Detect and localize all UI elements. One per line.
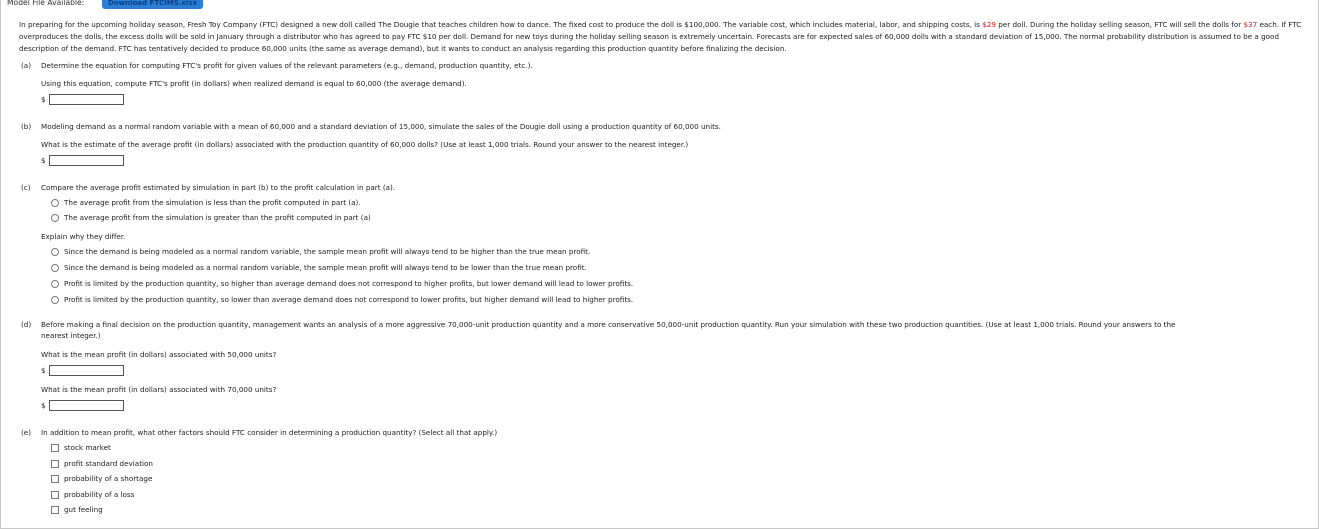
part-e-option-gut-feeling[interactable] <box>51 505 103 514</box>
option-label: profit standard deviation <box>64 459 153 468</box>
part-e-option-loss-probability[interactable] <box>51 490 134 499</box>
part-d-50k-profit-input[interactable] <box>49 365 124 376</box>
option-label: Since the demand is being modeled as a normal random variable, the sample mean profit will always tend to be higher than the true mean profit. <box>64 247 591 256</box>
part-c-label: (c) <box>21 183 31 192</box>
option-label: The average profit from the simulation is less than the profit computed in part (a). <box>64 198 361 207</box>
part-c-option-less[interactable] <box>51 198 361 207</box>
option-label: Since the demand is being modeled as a normal random variable, the sample mean profit will always tend to be lower than the true mean profit. <box>64 263 587 272</box>
model-file-bar <box>0 0 1319 10</box>
radio-button[interactable] <box>51 199 59 207</box>
frame-left-border <box>0 0 1 529</box>
option-label: The average profit from the simulation is greater than the profit computed in part (a) <box>64 213 371 222</box>
part-d-label: (d) <box>21 320 32 329</box>
radio-button[interactable] <box>51 248 59 256</box>
part-c-explain-option-2[interactable] <box>51 263 587 272</box>
part-d-question-70k: What is the mean profit (in dollars) associated with 70,000 units? <box>41 385 277 394</box>
part-a-label: (a) <box>21 61 32 70</box>
option-label: Profit is limited by the production quantity, so lower than average demand does not correspond to lower profits, but higher demand will lead to higher profits. <box>64 295 634 304</box>
option-label: gut feeling <box>64 505 103 514</box>
part-b-average-profit-input[interactable] <box>49 155 124 166</box>
part-e-question: In addition to mean profit, what other factors should FTC consider in determining a production quantity? (Select all that apply.) <box>41 428 498 437</box>
part-d-question-line-1: Before making a final decision on the production quantity, management wants an analysis of a more aggressive 70,000-unit production quantity and a more conservative 50,000-unit production quantity. Run your simulation with these two production quantities. (Use at least 1,000 trials. Round your answers to the <box>41 320 1176 329</box>
radio-button[interactable] <box>51 280 59 288</box>
intro-text-3: each. If FTC overproduces the dolls, the excess dolls will be sold in January through a distributor who has agreed to pay FTC $10 per doll. Demand for new toys during the holiday selling season is extremely uncertain. Forecasts are for expected sales of 60,000 dolls with a standard deviation of 15,000. The normal probability distribution is assumed to be a good description of the demand. FTC has tentatively decided to produce 60,000 units (the same as average demand), but it wants to conduct an analysis regarding this production quantity before finalizing the decision. <box>19 20 1302 53</box>
part-e-label: (e) <box>21 428 32 437</box>
part-c-option-greater[interactable] <box>51 213 371 222</box>
part-a-dollar-sign: $ <box>41 95 46 104</box>
model-file-label: Model File Available: <box>7 0 85 7</box>
checkbox[interactable] <box>51 460 59 468</box>
part-d-question-line-2: nearest integer.) <box>41 331 101 340</box>
part-b-label: (b) <box>21 122 32 131</box>
part-c-question: Compare the average profit estimated by simulation in part (b) to the profit calculation in part (a). <box>41 183 396 192</box>
checkbox[interactable] <box>51 444 59 452</box>
part-d-70k-profit-input[interactable] <box>49 400 124 411</box>
option-label: probability of a shortage <box>64 474 153 483</box>
part-b-dollar-sign: $ <box>41 156 46 165</box>
part-a-profit-input[interactable] <box>49 94 124 105</box>
problem-intro <box>19 19 1309 54</box>
checkbox[interactable] <box>51 475 59 483</box>
part-c-explain-option-3[interactable] <box>51 279 633 288</box>
part-c-explain-label: Explain why they differ. <box>41 232 126 241</box>
part-a-subquestion: Using this equation, compute FTC's profit (in dollars) when realized demand is equal to 60,000 (the average demand). <box>41 79 467 88</box>
radio-button[interactable] <box>51 264 59 272</box>
checkbox[interactable] <box>51 491 59 499</box>
download-file-button[interactable]: Download FTCIMS.xlsx <box>102 0 203 9</box>
part-b-subquestion: What is the estimate of the average profit (in dollars) associated with the production quantity of 60,000 dolls? (Use at least 1,000 trials. Round your answer to the nearest integer.) <box>41 140 689 149</box>
option-label: stock market <box>64 443 111 452</box>
part-d-question-50k: What is the mean profit (in dollars) associated with 50,000 units? <box>41 350 277 359</box>
part-a-question: Determine the equation for computing FTC's profit for given values of the relevant parameters (e.g., demand, production quantity, etc.). <box>41 61 533 70</box>
part-d-50k-dollar-sign: $ <box>41 366 46 375</box>
part-c-explain-option-1[interactable] <box>51 247 590 256</box>
variable-cost-value: $29 <box>982 20 996 29</box>
radio-button[interactable] <box>51 214 59 222</box>
option-label: probability of a loss <box>64 490 135 499</box>
intro-text-2: per doll. During the holiday selling season, FTC will sell the dolls for <box>995 20 1244 29</box>
intro-text-1: In preparing for the upcoming holiday season, Fresh Toy Company (FTC) designed a new doll called The Dougie that teaches children how to dance. The fixed cost to produce the doll is $100,000. The variable cost, which includes material, labor, and shipping costs, is <box>19 20 983 29</box>
part-d-70k-dollar-sign: $ <box>41 401 46 410</box>
checkbox[interactable] <box>51 506 59 514</box>
selling-price-value: $37 <box>1243 20 1258 29</box>
part-c-explain-option-4[interactable] <box>51 295 633 304</box>
part-e-option-shortage-probability[interactable] <box>51 474 152 483</box>
part-e-option-stock-market[interactable] <box>51 443 111 452</box>
option-label: Profit is limited by the production quantity, so higher than average demand does not correspond to higher profits, but lower demand will lead to lower profits. <box>64 279 634 288</box>
radio-button[interactable] <box>51 296 59 304</box>
part-b-question: Modeling demand as a normal random variable with a mean of 60,000 and a standard deviation of 15,000, simulate the sales of the Dougie doll using a production quantity of 60,000 units. <box>41 122 721 131</box>
part-e-option-profit-std-dev[interactable] <box>51 459 153 468</box>
